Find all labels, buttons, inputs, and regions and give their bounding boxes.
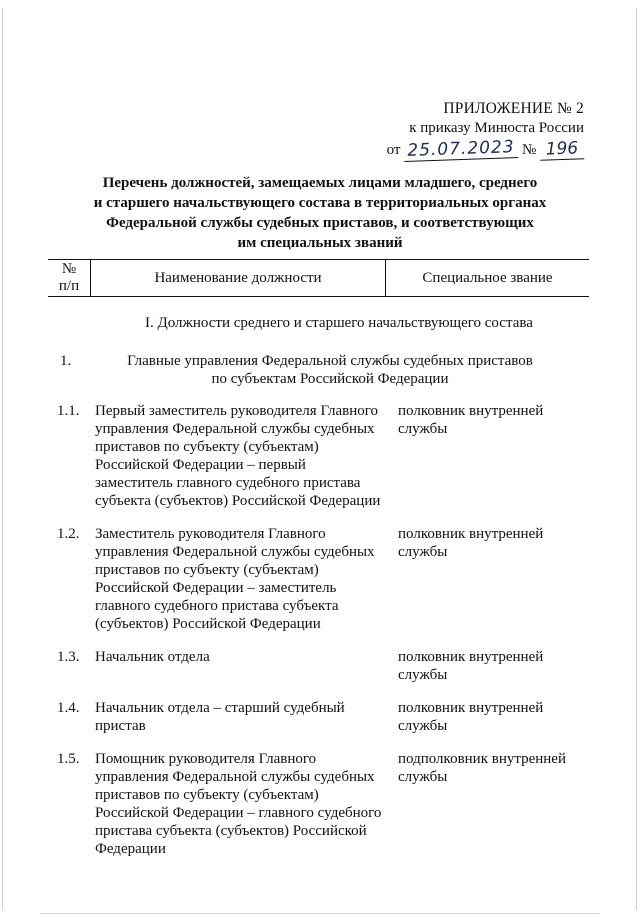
position-line: пристав [95,718,146,734]
page-frame-left [2,8,3,910]
handwritten-date: 25.07.2023 [404,137,519,162]
header-rank: Специальное звание [386,260,590,297]
position-line: субъекта (субъектов) Российской Федерации [95,493,381,509]
row-number: 1.4. [57,700,80,716]
row-position [95,402,387,510]
header-position: Наименование должности [91,260,386,297]
rank-line: полковник внутренней [398,403,544,419]
row-position [95,750,387,858]
header-number-line2: п/п [58,278,80,294]
row-position [95,699,387,735]
appendix-date-line [386,136,584,161]
row-rank [398,699,588,735]
position-line: Федерации [95,841,166,857]
title-line: Федеральной службы судебных приставов, и соответствующих [106,215,534,231]
appendix-from-prefix: от [386,141,401,158]
position-line: Помощник руководителя Главного [95,751,317,767]
document-title [60,173,580,253]
position-line: управления Федеральной службы судебных [95,544,375,560]
appendix-title: ПРИЛОЖЕНИЕ № 2 [443,100,584,117]
title-line: Перечень должностей, замещаемых лицами младшего, среднего [102,175,538,191]
row-number: 1.3. [57,649,80,665]
position-line: приставов по субъекту (субъектам) [95,439,319,455]
position-line: приставов по субъекту (субъектам) [95,562,319,578]
row-rank [398,525,588,561]
row-number: 1.1. [57,403,80,419]
title-line: им специальных званий [237,235,403,251]
row-number: 1.5. [57,751,80,767]
title-line: и старшего начальствующего состава в территориальных органах [93,195,547,211]
position-line: Начальник отдела – старший судебный [95,700,345,716]
section-title: I. Должности среднего и старшего начальствующего состава [145,315,533,331]
position-line: Российской Федерации – первый [95,457,306,473]
row-rank [398,402,588,438]
group-title-line: Главные управления Федеральной службы судебных приставов [127,353,533,369]
appendix-number-prefix: № [521,141,537,158]
page-frame-right [636,8,637,910]
appendix-subtitle: к приказу Минюста России [409,119,584,136]
position-line: приставов по субъекту (субъектам) [95,787,319,803]
position-line: пристава субъекта (субъектов) Российской [95,823,367,839]
row-position [95,525,387,633]
group-title-line: по субъектам Российской Федерации [211,371,449,387]
group-title [110,352,550,388]
table-header [48,259,589,297]
position-line: заместитель главного судебного пристава [95,475,361,491]
group-number: 1. [60,353,72,369]
header-number-line1: № [61,261,77,277]
row-rank [398,750,588,786]
handwritten-number: 196 [540,138,585,161]
appendix-block [387,100,584,160]
rank-line: полковник внутренней [398,700,544,716]
position-line: Заместитель руководителя Главного [95,526,326,542]
position-line: управления Федеральной службы судебных [95,421,375,437]
position-line: Первый заместитель руководителя Главного [95,403,379,419]
page-frame-bottom [40,913,600,914]
rank-line: подполковник внутренней [398,751,566,767]
position-line: Российской Федерации – главного судебного [95,805,382,821]
rank-line: полковник внутренней [398,526,544,542]
position-line: (субъектов) Российской Федерации [95,616,321,632]
position-line: Российской Федерации – заместитель [95,580,337,596]
row-number: 1.2. [57,526,80,542]
row-rank [398,648,588,684]
row-position [95,648,387,666]
rank-line: полковник внутренней [398,649,544,665]
position-line: Начальник отдела [95,649,210,665]
rank-line: службы [398,544,448,560]
position-line: управления Федеральной службы судебных [95,769,375,785]
rank-line: службы [398,421,448,437]
rank-line: службы [398,769,448,785]
rank-line: службы [398,718,448,734]
header-number [48,260,91,297]
position-line: главного судебного пристава субъекта [95,598,339,614]
rank-line: службы [398,667,448,683]
